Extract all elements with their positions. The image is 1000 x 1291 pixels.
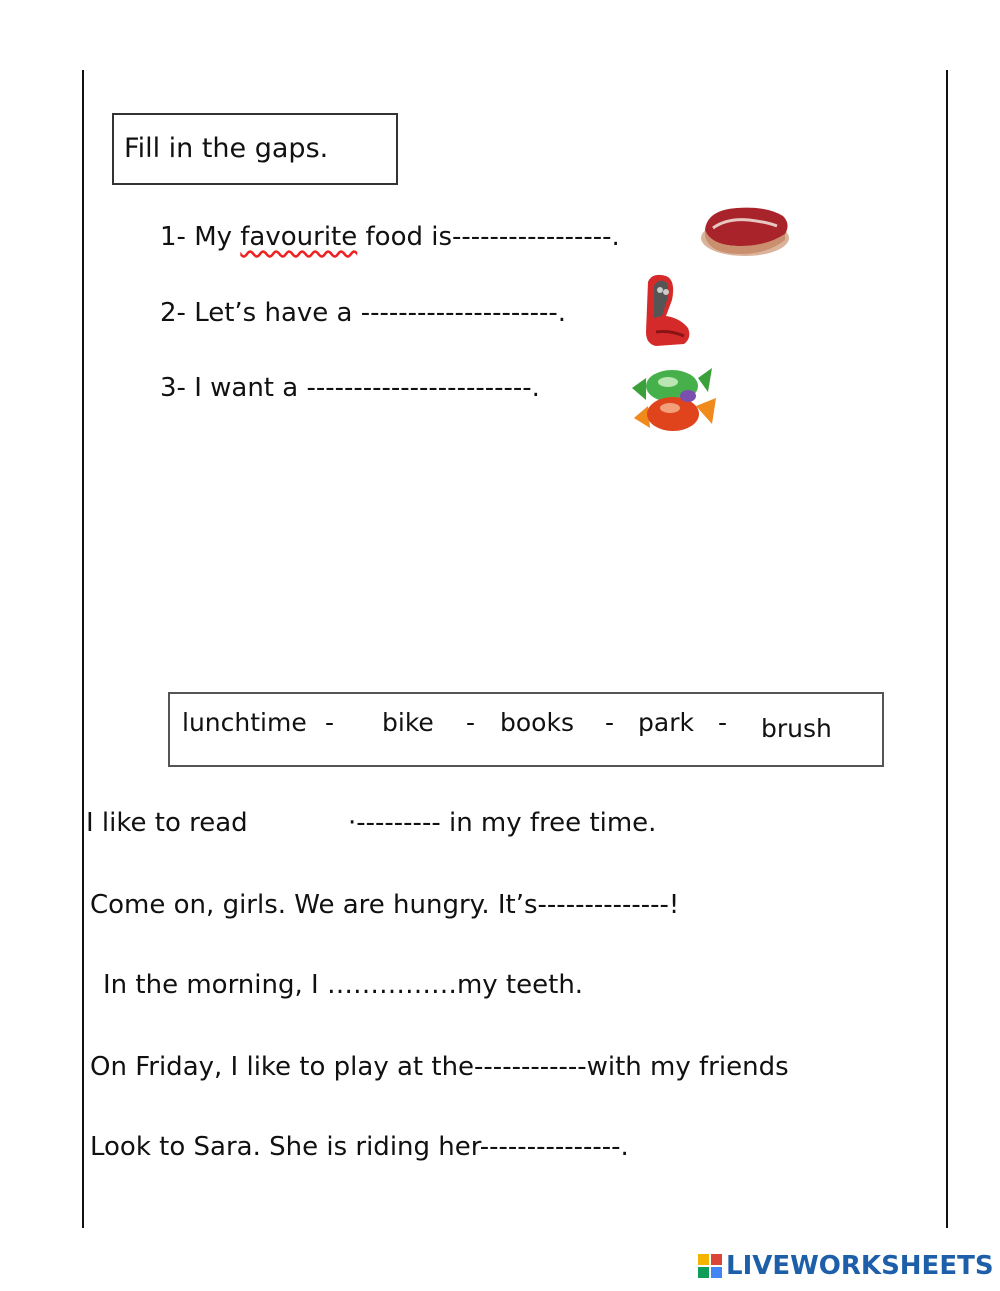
sentence-5: Look to Sara. She is riding her---------------. (90, 1132, 629, 1162)
word-bank-item: bike (382, 708, 434, 737)
sentence-1-start: I like to read (86, 808, 248, 838)
sentence-1-end: ·--------- in my free time. (348, 808, 657, 838)
word-separator: - (605, 708, 615, 737)
right-margin-line (946, 70, 948, 1228)
blocks-icon (698, 1254, 722, 1278)
car-seat-icon (636, 272, 696, 350)
word-separator: - (325, 708, 335, 737)
instruction-box (112, 113, 398, 185)
left-margin-line (82, 70, 84, 1228)
spellcheck-word: favourite (240, 222, 358, 252)
question-1: 1- My favourite food is-----------------. (160, 222, 620, 252)
word-bank-item: park (638, 708, 694, 737)
question-2: 2- Let’s have a ---------------------. (160, 298, 567, 328)
sentence-4: On Friday, I like to play at the------------with my friends (90, 1052, 789, 1082)
question-3: 3- I want a ------------------------. (160, 373, 540, 403)
word-separator: - (466, 708, 476, 737)
sentence-2: Come on, girls. We are hungry. It’s--------------! (90, 890, 680, 920)
word-bank-item: lunchtime (182, 708, 307, 737)
steak-icon (697, 200, 792, 260)
liveworksheets-logo (698, 1251, 994, 1281)
word-separator: - (718, 708, 728, 737)
instruction-title: Fill in the gaps. (124, 133, 329, 164)
word-bank-item: books (500, 708, 574, 737)
word-bank (168, 692, 884, 767)
sentence-3: In the morning, I ……………my teeth. (103, 970, 584, 1000)
word-bank-item: brush (761, 714, 832, 743)
candy-icon (628, 358, 720, 436)
brand-name: LIVEWORKSHEETS (726, 1251, 994, 1281)
